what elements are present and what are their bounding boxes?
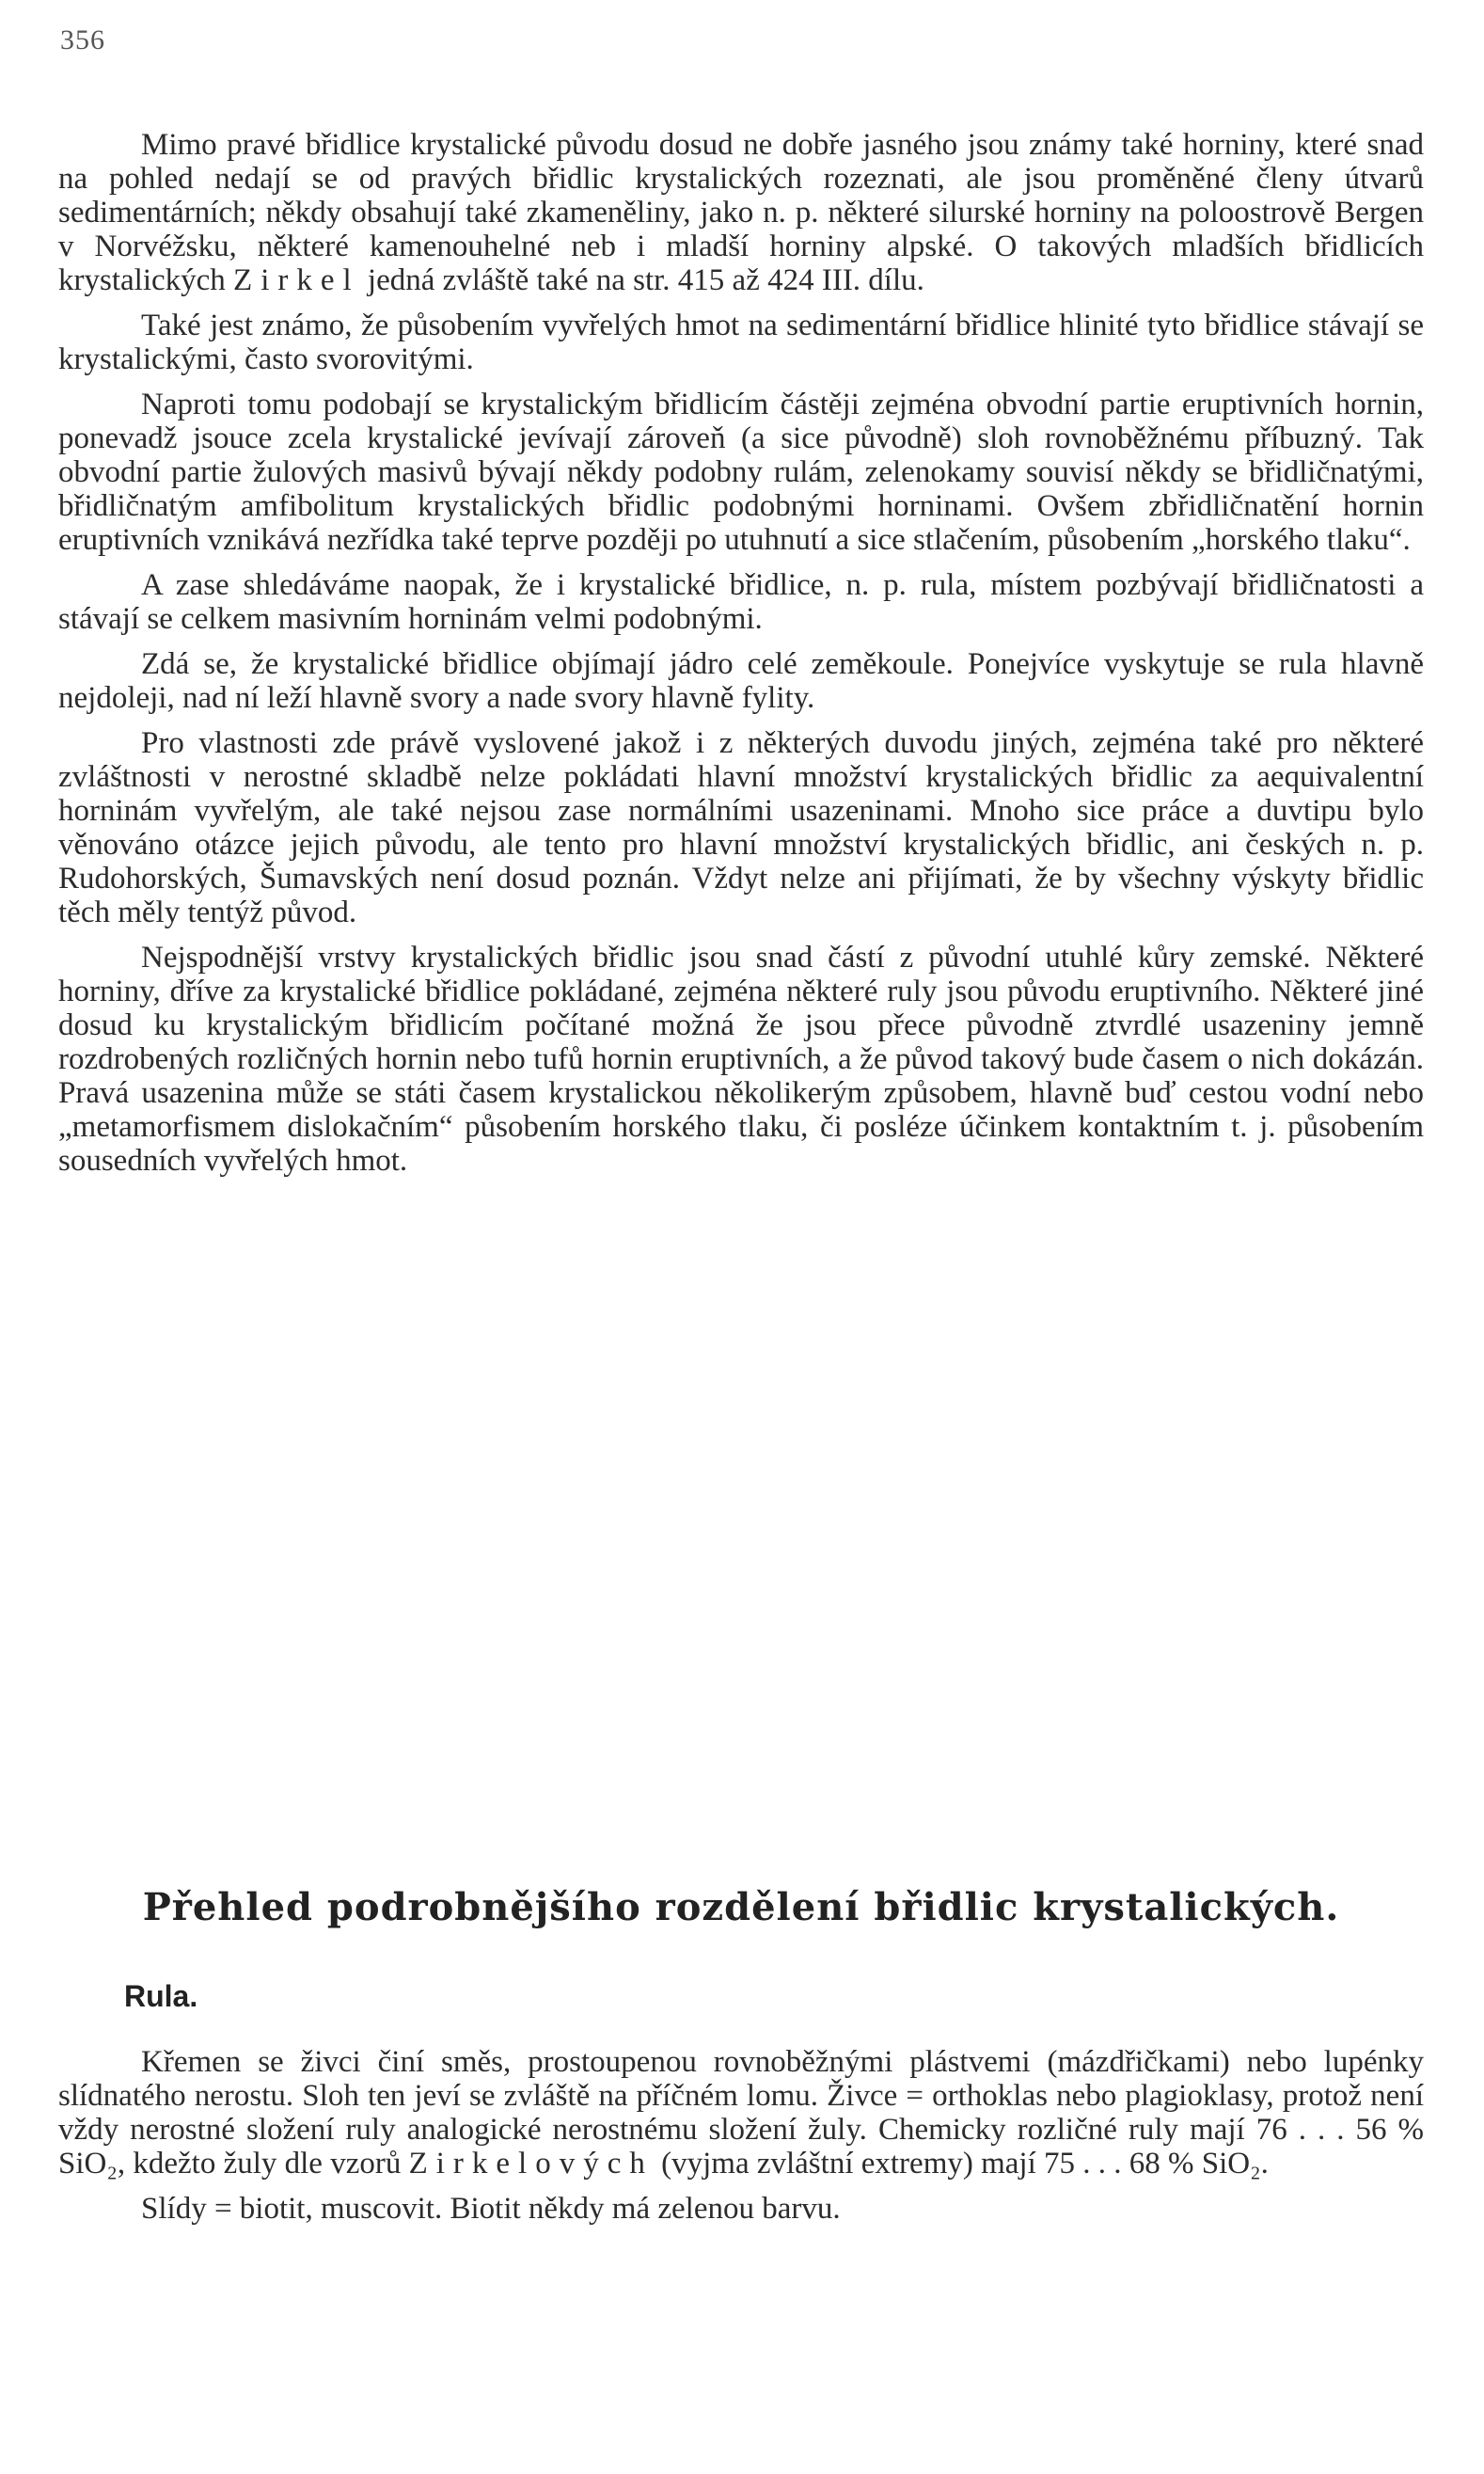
- page-number: 356: [60, 24, 105, 56]
- paragraph: [58, 2045, 1424, 2181]
- author-name: Zirkelových: [408, 2147, 654, 2181]
- paragraph: Pro vlastnosti zde právě vyslovené jakož i z některých duvodu jiných, zejména také pro některé zvláštnosti v nerostné skladbě nelze pokládati hlavní množství krystalických břidlic za aequivalentní horninám vyvřelým, ale také nejsou zase normálními usazeninami. Mnoho sice práce a duvtipu bylo věnováno otázce jejich původu, ale tento pro hlavní množství krystalických břidlic, ani českých n. p. Rudohorských, Šumavských není dosud poznán. Vždyt nelze ani přijímati, že by všechny výskyty břidlic těch měly tentýž původ.: [58, 726, 1424, 929]
- author-name: Zirkel: [233, 263, 360, 297]
- section-text: [58, 2045, 1424, 2237]
- paragraph: Zdá se, že krystalické břidlice objímají jádro celé zeměkoule. Ponejvíce vyskytuje se rula hlavně nejdoleji, nad ní leží hlavně svory a nade svory hlavně fylity.: [58, 647, 1424, 715]
- paragraph: A zase shledáváme naopak, že i krystalické břidlice, n. p. rula, místem pozbývají břidličnatosti a stávají se celkem masivním horninám velmi podobnými.: [58, 568, 1424, 636]
- paragraph: Slídy = biotit, muscovit. Biotit někdy má zelenou barvu.: [141, 2192, 841, 2226]
- paragraph: [58, 128, 1424, 297]
- paragraph: Naproti tomu podobají se krystalickým břidlicím částěji zejména obvodní partie eruptivních hornin, ponevadž jsouce zcela krystalické jevívají zároveň (a sice původně) sloh rovnoběžnému příbuzný. Tak obvodní partie žulových masivů bývají někdy podobny rulám, zelenokamy souvisí někdy se břidličnatými, břidličnatým amfibolitum krystalických břidlic podobnými horninami. Ovšem zbřidličnatění hornin eruptivních vznikává nezřídka také teprve později po utuhnutí a sice stlačením, působením „horského tlaku“.: [58, 388, 1424, 557]
- paragraph-text: (vyjma zvláštní extremy) mají 75 . . . 68 % SiO₂.: [653, 2147, 1269, 2181]
- paragraph-text: Křemen se živci činí směs, prostoupenou rovnoběžnými plástvemi (mázdřičkami) nebo lupénky slídnatého nerostu. Sloh ten jeví se zvláště na příčném lomu. Živce = orthoklas nebo plagioklasy, protož není vždy nerostné složení ruly analogické nerostnému složení žuly. Chemicky rozličné ruly mají 76 . . . 56 % SiO₂, kdežto žuly dle vzorů: [58, 2045, 1424, 2181]
- main-text: [58, 128, 1424, 1189]
- paragraph-text: Mimo pravé břidlice krystalické původu dosud ne dobře jasného jsou známy také horniny, které snad na pohled nedají se od pravých břidlic krystalických rozeznati, ale jsou proměněné členy útvarů sedimentárních; někdy obsahují také zkameněliny, jako n. p. některé silurské horniny na poloostrově Bergen v Norvéžsku, některé kamenouhelné neb i mladší horniny alpské. O takových mladších břidlicích krystalických: [58, 128, 1424, 297]
- paragraph-text: jedná zvláště také na str. 415 až 424 III. dílu.: [359, 263, 924, 297]
- section-heading: Přehled podrobnějšího rozdělení břidlic krystalických.: [142, 1885, 1340, 1929]
- paragraph: Také jest známo, že působením vyvřelých hmot na sedimentární břidlice hlinité tyto břidlice stávají se krystalickými, často svorovitými.: [58, 309, 1424, 376]
- section-subheading: Rula.: [124, 1979, 198, 2013]
- paragraph: Nejspodnější vrstvy krystalických břidlic jsou snad částí z původní utuhlé kůry zemské. Některé horniny, dříve za krystalické břidlice pokládané, zejména některé ruly jsou původu eruptivního. Některé jiné dosud ku krystalickým břidlicím počítané možná že jsou přece původně ztvrdlé usazeniny jemně rozdrobených rozličných hornin nebo tufů hornin eruptivních, a že původ takový bude časem o nich dokázán. Pravá usazenina může se státi časem krystalickou několikerým způsobem, hlavně buď cestou vodní nebo „metamorfismem dislokačním“ působením horského tlaku, či posléze účinkem kontaktním t. j. působením sousedních vyvřelých hmot.: [58, 941, 1424, 1178]
